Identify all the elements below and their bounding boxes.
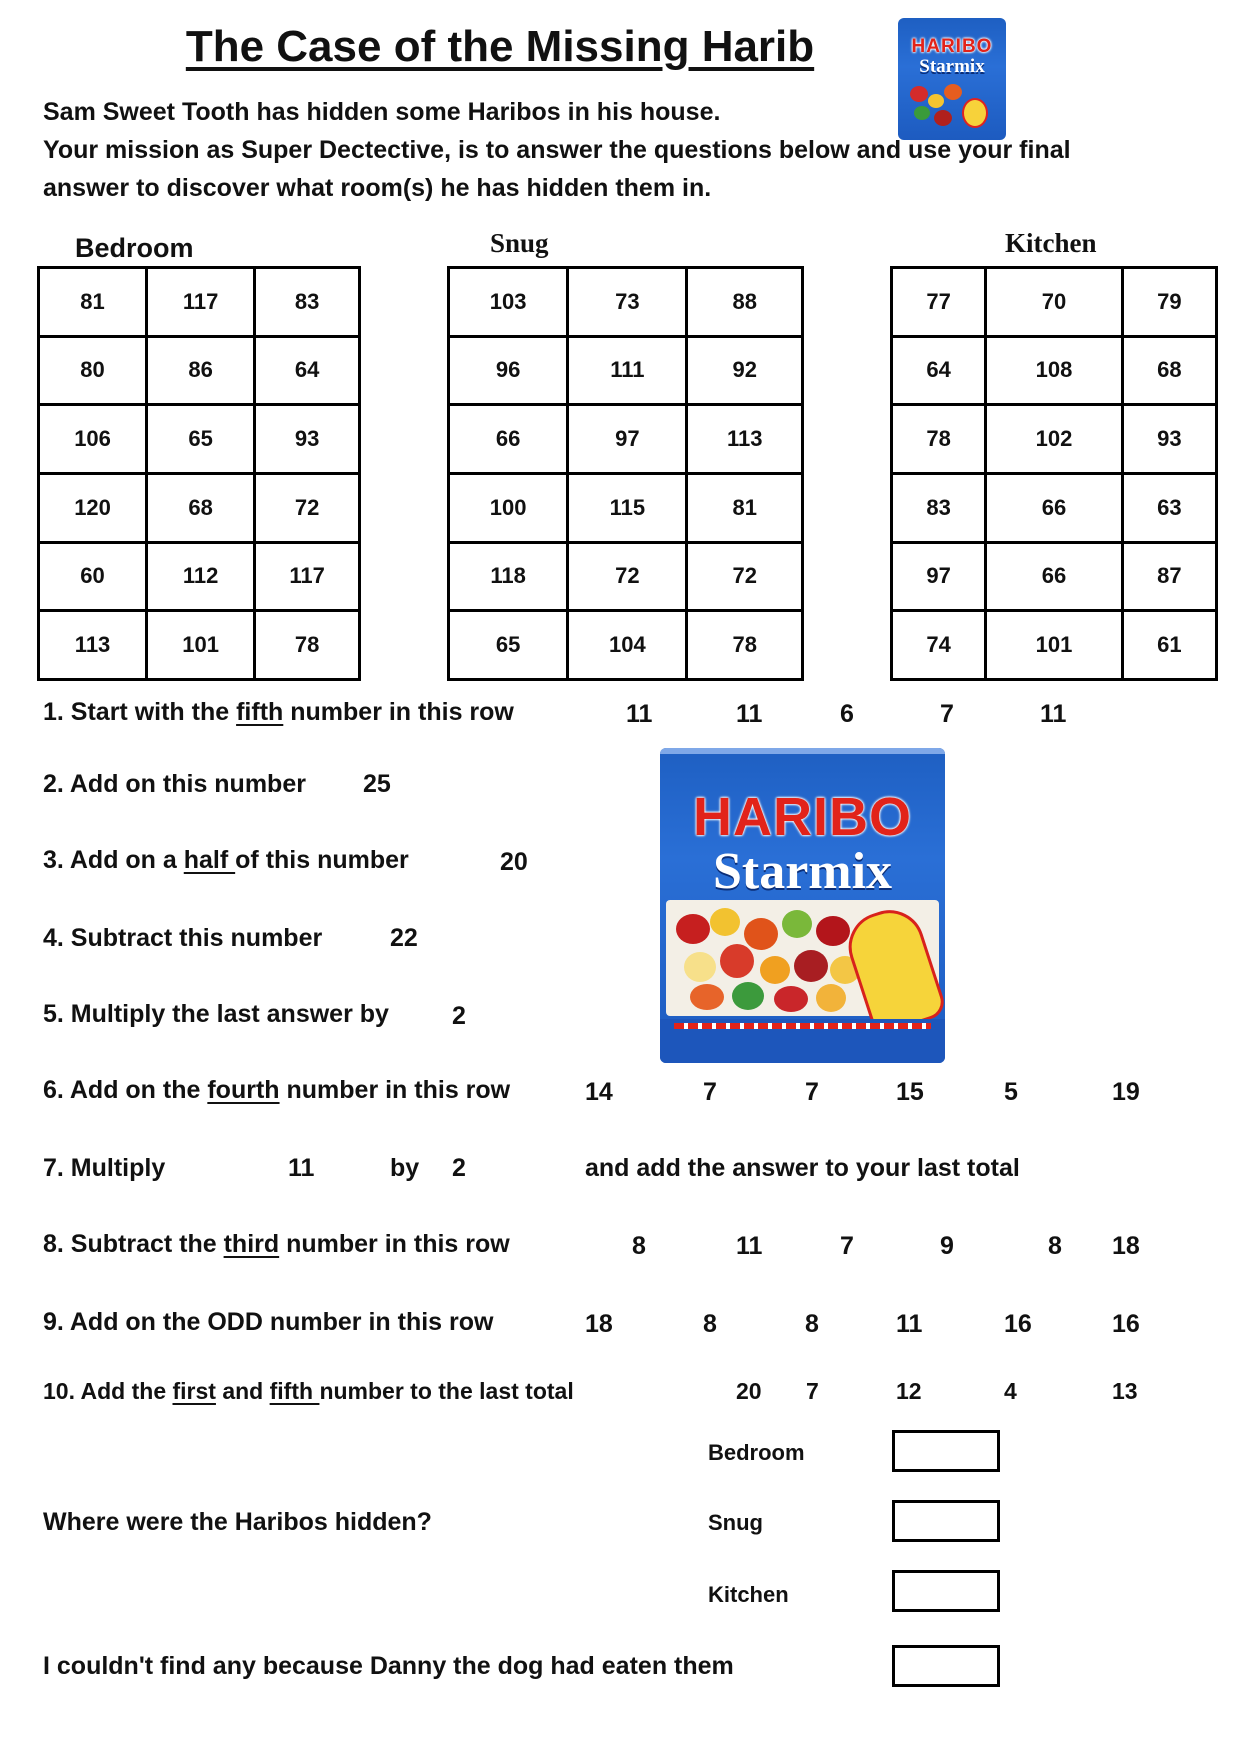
grid-row (892, 542, 1217, 611)
grid-cell: 113 (39, 611, 147, 680)
q8-number: 7 (840, 1232, 854, 1260)
q6-number: 14 (585, 1078, 613, 1106)
packet-brand: HARIBO (693, 787, 912, 847)
q6-number: 19 (1112, 1078, 1140, 1106)
grid-cell: 78 (255, 611, 360, 680)
grid-cell: 102 (986, 405, 1122, 474)
grid-cell: 81 (687, 473, 803, 542)
packet-small-sweets (906, 80, 998, 134)
q1-number: 6 (840, 700, 854, 728)
q1-number: 11 (736, 700, 763, 728)
grid-cell: 77 (892, 268, 986, 337)
q10-number: 4 (1004, 1378, 1017, 1404)
grid-cell: 72 (687, 542, 803, 611)
q6-number: 5 (1004, 1078, 1018, 1106)
grid-cell: 87 (1122, 542, 1216, 611)
grid-row (39, 542, 360, 611)
q9-number: 11 (896, 1310, 923, 1338)
q9-number: 16 (1112, 1310, 1140, 1338)
q5-number: 2 (452, 1002, 466, 1030)
grid-row (449, 611, 803, 680)
grid-cell: 74 (892, 611, 986, 680)
answer-final-option: I couldn't find any because Danny the dog had eaten them (43, 1652, 734, 1680)
question-2: 2. Add on this number (43, 770, 306, 798)
page-title: The Case of the Missing Harib (185, 22, 815, 71)
question-9: 9. Add on the ODD number in this row (43, 1308, 494, 1336)
bedroom-grid (37, 266, 361, 681)
question-5: 5. Multiply the last answer by (43, 1000, 389, 1028)
grid-cell: 78 (892, 405, 986, 474)
question-8: 8. Subtract the third number in this row (43, 1230, 510, 1258)
answer-option-kitchen: Kitchen (708, 1582, 789, 1607)
q8-number: 9 (940, 1232, 954, 1260)
grid-row (39, 405, 360, 474)
grid-cell: 65 (147, 405, 255, 474)
grid-cell: 83 (892, 473, 986, 542)
grid-cell: 72 (568, 542, 687, 611)
grid-cell: 96 (449, 336, 568, 405)
q7-number-b: 2 (452, 1154, 466, 1182)
answer-option-snug: Snug (708, 1510, 763, 1535)
grid-cell: 101 (986, 611, 1122, 680)
q9-number: 8 (703, 1310, 717, 1338)
checkbox-kitchen[interactable] (892, 1570, 1000, 1612)
grid-cell: 93 (1122, 405, 1216, 474)
grid-cell: 66 (986, 542, 1122, 611)
grid-cell: 103 (449, 268, 568, 337)
grid-row (892, 336, 1217, 405)
grid-cell: 104 (568, 611, 687, 680)
grid-row (449, 268, 803, 337)
grid-cell: 79 (1122, 268, 1216, 337)
grid-cell: 72 (255, 473, 360, 542)
packet-sweets (670, 904, 870, 1014)
intro-line-2: Your mission as Super Dectective, is to answer the questions below and use your final (43, 136, 1071, 164)
grid-cell: 113 (687, 405, 803, 474)
grid-cell: 120 (39, 473, 147, 542)
q6-number: 15 (896, 1078, 924, 1106)
q4-number: 22 (390, 924, 418, 952)
q9-number: 18 (585, 1310, 613, 1338)
checkbox-bedroom[interactable] (892, 1430, 1000, 1472)
grid-cell: 61 (1122, 611, 1216, 680)
grid-row (449, 405, 803, 474)
answer-option-bedroom: Bedroom (708, 1440, 805, 1465)
q9-number: 8 (805, 1310, 819, 1338)
q10-number: 20 (736, 1378, 762, 1404)
grid-cell: 78 (687, 611, 803, 680)
grid-cell: 60 (39, 542, 147, 611)
packet-product: Starmix (712, 843, 893, 900)
checkbox-snug[interactable] (892, 1500, 1000, 1542)
grid-cell: 68 (1122, 336, 1216, 405)
grid-cell: 97 (892, 542, 986, 611)
room-header-kitchen: Kitchen (1005, 228, 1097, 258)
grid-cell: 65 (449, 611, 568, 680)
q1-number: 7 (940, 700, 954, 728)
grid-cell: 66 (449, 405, 568, 474)
grid-cell: 117 (147, 268, 255, 337)
question-10: 10. Add the first and fifth number to the last total (43, 1378, 574, 1404)
room-header-bedroom: Bedroom (75, 233, 194, 263)
grid-cell: 64 (255, 336, 360, 405)
q1-number: 11 (626, 700, 653, 728)
grid-row (39, 268, 360, 337)
question-1: 1. Start with the fifth number in this row (43, 698, 514, 726)
grid-cell: 97 (568, 405, 687, 474)
q8-number: 11 (736, 1232, 763, 1260)
question-7: 7. Multiply (43, 1154, 166, 1182)
grid-cell: 81 (39, 268, 147, 337)
q2-number: 25 (363, 770, 391, 798)
q1-number: 11 (1040, 700, 1067, 728)
grid-cell: 111 (568, 336, 687, 405)
grid-cell: 118 (449, 542, 568, 611)
starmix-packet-small-image (898, 18, 1006, 140)
grid-row (892, 473, 1217, 542)
answer-question: Where were the Haribos hidden? (43, 1508, 432, 1536)
starmix-packet-image (660, 748, 945, 1063)
grid-cell: 112 (147, 542, 255, 611)
snug-grid (447, 266, 804, 681)
q7-by: by (390, 1154, 420, 1182)
grid-row (39, 473, 360, 542)
q6-number: 7 (805, 1078, 819, 1106)
q3-number: 20 (500, 848, 528, 876)
grid-row (39, 611, 360, 680)
room-header-snug: Snug (490, 228, 549, 258)
q10-number: 7 (806, 1378, 819, 1404)
q7-number-a: 11 (288, 1154, 315, 1182)
question-4: 4. Subtract this number (43, 924, 323, 952)
grid-cell: 83 (255, 268, 360, 337)
packet-small-product: Starmix (919, 56, 985, 77)
grid-cell: 64 (892, 336, 986, 405)
grid-cell: 100 (449, 473, 568, 542)
grid-cell: 88 (687, 268, 803, 337)
intro-line-3: answer to discover what room(s) he has hidden them in. (43, 174, 712, 202)
kitchen-grid (890, 266, 1218, 681)
grid-row (892, 611, 1217, 680)
grid-cell: 63 (1122, 473, 1216, 542)
grid-cell: 73 (568, 268, 687, 337)
grid-cell: 106 (39, 405, 147, 474)
grid-cell: 80 (39, 336, 147, 405)
grid-cell: 117 (255, 542, 360, 611)
q10-number: 12 (896, 1378, 922, 1404)
grid-cell: 92 (687, 336, 803, 405)
grid-cell: 101 (147, 611, 255, 680)
grid-cell: 68 (147, 473, 255, 542)
intro-line-1: Sam Sweet Tooth has hidden some Haribos in his house. (43, 98, 721, 126)
q8-number: 8 (1048, 1232, 1062, 1260)
grid-cell: 86 (147, 336, 255, 405)
grid-row (449, 542, 803, 611)
grid-cell: 70 (986, 268, 1122, 337)
grid-cell: 93 (255, 405, 360, 474)
grid-row (449, 336, 803, 405)
grid-row (892, 405, 1217, 474)
q8-number: 8 (632, 1232, 646, 1260)
q8-number: 18 (1112, 1232, 1140, 1260)
q10-number: 13 (1112, 1378, 1138, 1404)
grid-row (39, 336, 360, 405)
q7-instruction: and add the answer to your last total (585, 1154, 1020, 1182)
question-6: 6. Add on the fourth number in this row (43, 1076, 511, 1104)
grid-cell: 66 (986, 473, 1122, 542)
q6-number: 7 (703, 1078, 717, 1106)
grid-row (892, 268, 1217, 337)
q9-number: 16 (1004, 1310, 1032, 1338)
grid-cell: 115 (568, 473, 687, 542)
grid-cell: 108 (986, 336, 1122, 405)
checkbox-eaten[interactable] (892, 1645, 1000, 1687)
packet-small-brand: HARIBO (911, 36, 993, 57)
question-3: 3. Add on a half of this number (43, 846, 409, 874)
grid-row (449, 473, 803, 542)
